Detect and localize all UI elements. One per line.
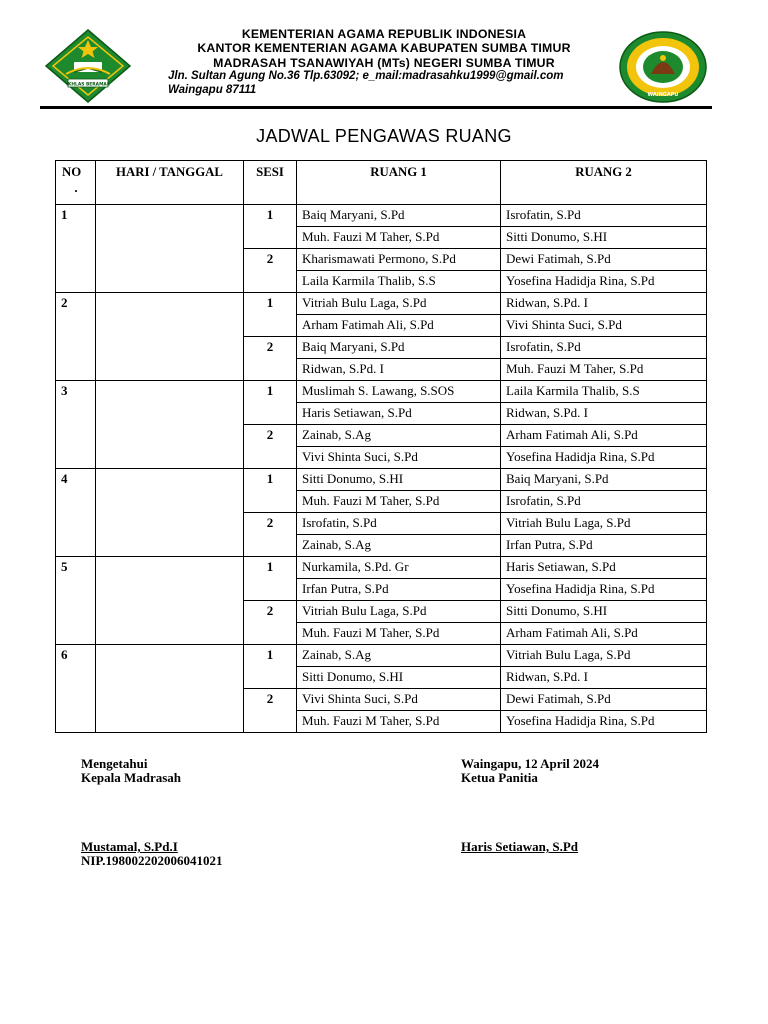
room-1-supervisor: Haris Setiawan, S.Pd [297,403,501,425]
committee-chair-title: Ketua Panitia [461,770,538,785]
table-header-row [56,161,707,205]
letterhead-divider [40,106,712,109]
room-1-supervisor: Vitriah Bulu Laga, S.Pd [297,293,501,315]
day-date-cell [96,381,244,469]
room-2-supervisor: Sitti Donumo, S.HI [501,227,707,249]
signature-right-name [461,840,578,854]
header-ruang-1: RUANG 1 [297,161,501,205]
room-2-supervisor: Ridwan, S.Pd. I [501,403,707,425]
room-1-supervisor: Muh. Fauzi M Taher, S.Pd [297,623,501,645]
table-body [56,205,707,733]
room-1-supervisor: Arham Fatimah Ali, S.Pd [297,315,501,337]
room-1-supervisor: Vivi Shinta Suci, S.Pd [297,447,501,469]
room-2-supervisor: Yosefina Hadidja Rina, S.Pd [501,711,707,733]
table-row [56,205,707,227]
room-1-supervisor: Zainab, S.Ag [297,645,501,667]
room-2-supervisor: Yosefina Hadidja Rina, S.Pd [501,579,707,601]
header-ruang-2: RUANG 2 [501,161,707,205]
acknowledged-label: Mengetahui [81,756,148,771]
room-1-supervisor: Sitti Donumo, S.HI [297,469,501,491]
room-1-supervisor: Baiq Maryani, S.Pd [297,205,501,227]
room-2-supervisor: Haris Setiawan, S.Pd [501,557,707,579]
room-2-supervisor: Isrofatin, S.Pd [501,491,707,513]
room-2-supervisor: Yosefina Hadidja Rina, S.Pd [501,271,707,293]
table-row [56,645,707,667]
session-number: 1 [244,293,297,337]
room-2-supervisor: Isrofatin, S.Pd [501,337,707,359]
signature-left-name [81,840,222,868]
session-number: 1 [244,469,297,513]
room-1-supervisor: Irfan Putra, S.Pd [297,579,501,601]
day-date-cell [96,205,244,293]
session-number: 1 [244,645,297,689]
room-2-supervisor: Vitriah Bulu Laga, S.Pd [501,645,707,667]
signature-right [461,757,599,785]
session-number: 1 [244,557,297,601]
room-1-supervisor: Kharismawati Permono, S.Pd [297,249,501,271]
room-1-supervisor: Isrofatin, S.Pd [297,513,501,535]
room-1-supervisor: Zainab, S.Ag [297,425,501,447]
header-hari-tanggal: HARI / TANGGAL [96,161,244,205]
letterhead-text [150,27,618,70]
day-date-cell [96,293,244,381]
room-1-supervisor: Vitriah Bulu Laga, S.Pd [297,601,501,623]
session-number: 2 [244,337,297,381]
committee-chair-name: Haris Setiawan, S.Pd [461,839,579,854]
svg-text:IKHLAS BERAMAL: IKHLAS BERAMAL [66,82,110,88]
room-1-supervisor: Laila Karmila Thalib, S.S [297,271,501,293]
room-1-supervisor: Muh. Fauzi M Taher, S.Pd [297,711,501,733]
header-sesi: SESI [244,161,297,205]
signature-left [81,757,181,785]
room-2-supervisor: Muh. Fauzi M Taher, S.Pd [501,359,707,381]
room-2-supervisor: Ridwan, S.Pd. I [501,293,707,315]
room-2-supervisor: Yosefina Hadidja Rina, S.Pd [501,447,707,469]
day-date-cell [96,469,244,557]
supervisor-schedule-table [55,160,707,733]
place-date: Waingapu, 12 April 2024 [461,756,599,771]
day-number: 6 [56,645,96,733]
day-number: 3 [56,381,96,469]
ministry-name: KEMENTERIAN AGAMA REPUBLIK INDONESIA [241,27,527,41]
room-1-supervisor: Muslimah S. Lawang, S.SOS [297,381,501,403]
day-date-cell [96,645,244,733]
room-2-supervisor: Sitti Donumo, S.HI [501,601,707,623]
room-2-supervisor: Ridwan, S.Pd. I [501,667,707,689]
address-line-2: Waingapu 87111 [168,83,257,96]
session-number: 2 [244,601,297,645]
room-2-supervisor: Laila Karmila Thalib, S.S [501,381,707,403]
room-2-supervisor: Vivi Shinta Suci, S.Pd [501,315,707,337]
session-number: 2 [244,249,297,293]
school-logo [618,30,708,104]
session-number: 2 [244,513,297,557]
school-name: MADRASAH TSANAWIYAH (MTs) NEGERI SUMBA TIMUR [213,55,555,70]
room-2-supervisor: Arham Fatimah Ali, S.Pd [501,623,707,645]
day-date-cell [96,557,244,645]
principal-title: Kepala Madrasah [81,770,182,785]
school-address [168,70,564,97]
table-row [56,381,707,403]
session-number: 2 [244,425,297,469]
room-2-supervisor: Dewi Fatimah, S.Pd [501,249,707,271]
letterhead [0,0,768,115]
room-1-supervisor: Muh. Fauzi M Taher, S.Pd [297,491,501,513]
session-number: 2 [244,689,297,733]
session-number: 1 [244,381,297,425]
kemenag-logo [44,28,132,104]
table-row [56,557,707,579]
room-1-supervisor: Baiq Maryani, S.Pd [297,337,501,359]
room-2-supervisor: Arham Fatimah Ali, S.Pd [501,425,707,447]
principal-name: Mustamal, S.Pd.I [81,839,178,854]
room-1-supervisor: Zainab, S.Ag [297,535,501,557]
table-row [56,293,707,315]
room-2-supervisor: Vitriah Bulu Laga, S.Pd [501,513,707,535]
room-1-supervisor: Sitti Donumo, S.HI [297,667,501,689]
table-row [56,469,707,491]
room-1-supervisor: Ridwan, S.Pd. I [297,359,501,381]
svg-text:WAINGAPU: WAINGAPU [647,92,679,98]
room-2-supervisor: Dewi Fatimah, S.Pd [501,689,707,711]
room-2-supervisor: Irfan Putra, S.Pd [501,535,707,557]
address-line-1: Jln. Sultan Agung No.36 Tlp.63092; e_mail:madrasahku1999@gmail.com [168,70,564,82]
day-number: 4 [56,469,96,557]
session-number: 1 [244,205,297,249]
room-1-supervisor: Nurkamila, S.Pd. Gr [297,557,501,579]
day-number: 1 [56,205,96,293]
principal-nip: NIP.198002202006041021 [81,853,223,868]
room-2-supervisor: Isrofatin, S.Pd [501,205,707,227]
room-2-supervisor: Baiq Maryani, S.Pd [501,469,707,491]
room-1-supervisor: Muh. Fauzi M Taher, S.Pd [297,227,501,249]
document-title: JADWAL PENGAWAS RUANG [256,126,512,146]
office-name: KANTOR KEMENTERIAN AGAMA KABUPATEN SUMBA TIMUR [197,41,571,56]
day-number: 2 [56,293,96,381]
header-no: NO . [56,161,96,205]
room-1-supervisor: Vivi Shinta Suci, S.Pd [297,689,501,711]
day-number: 5 [56,557,96,645]
